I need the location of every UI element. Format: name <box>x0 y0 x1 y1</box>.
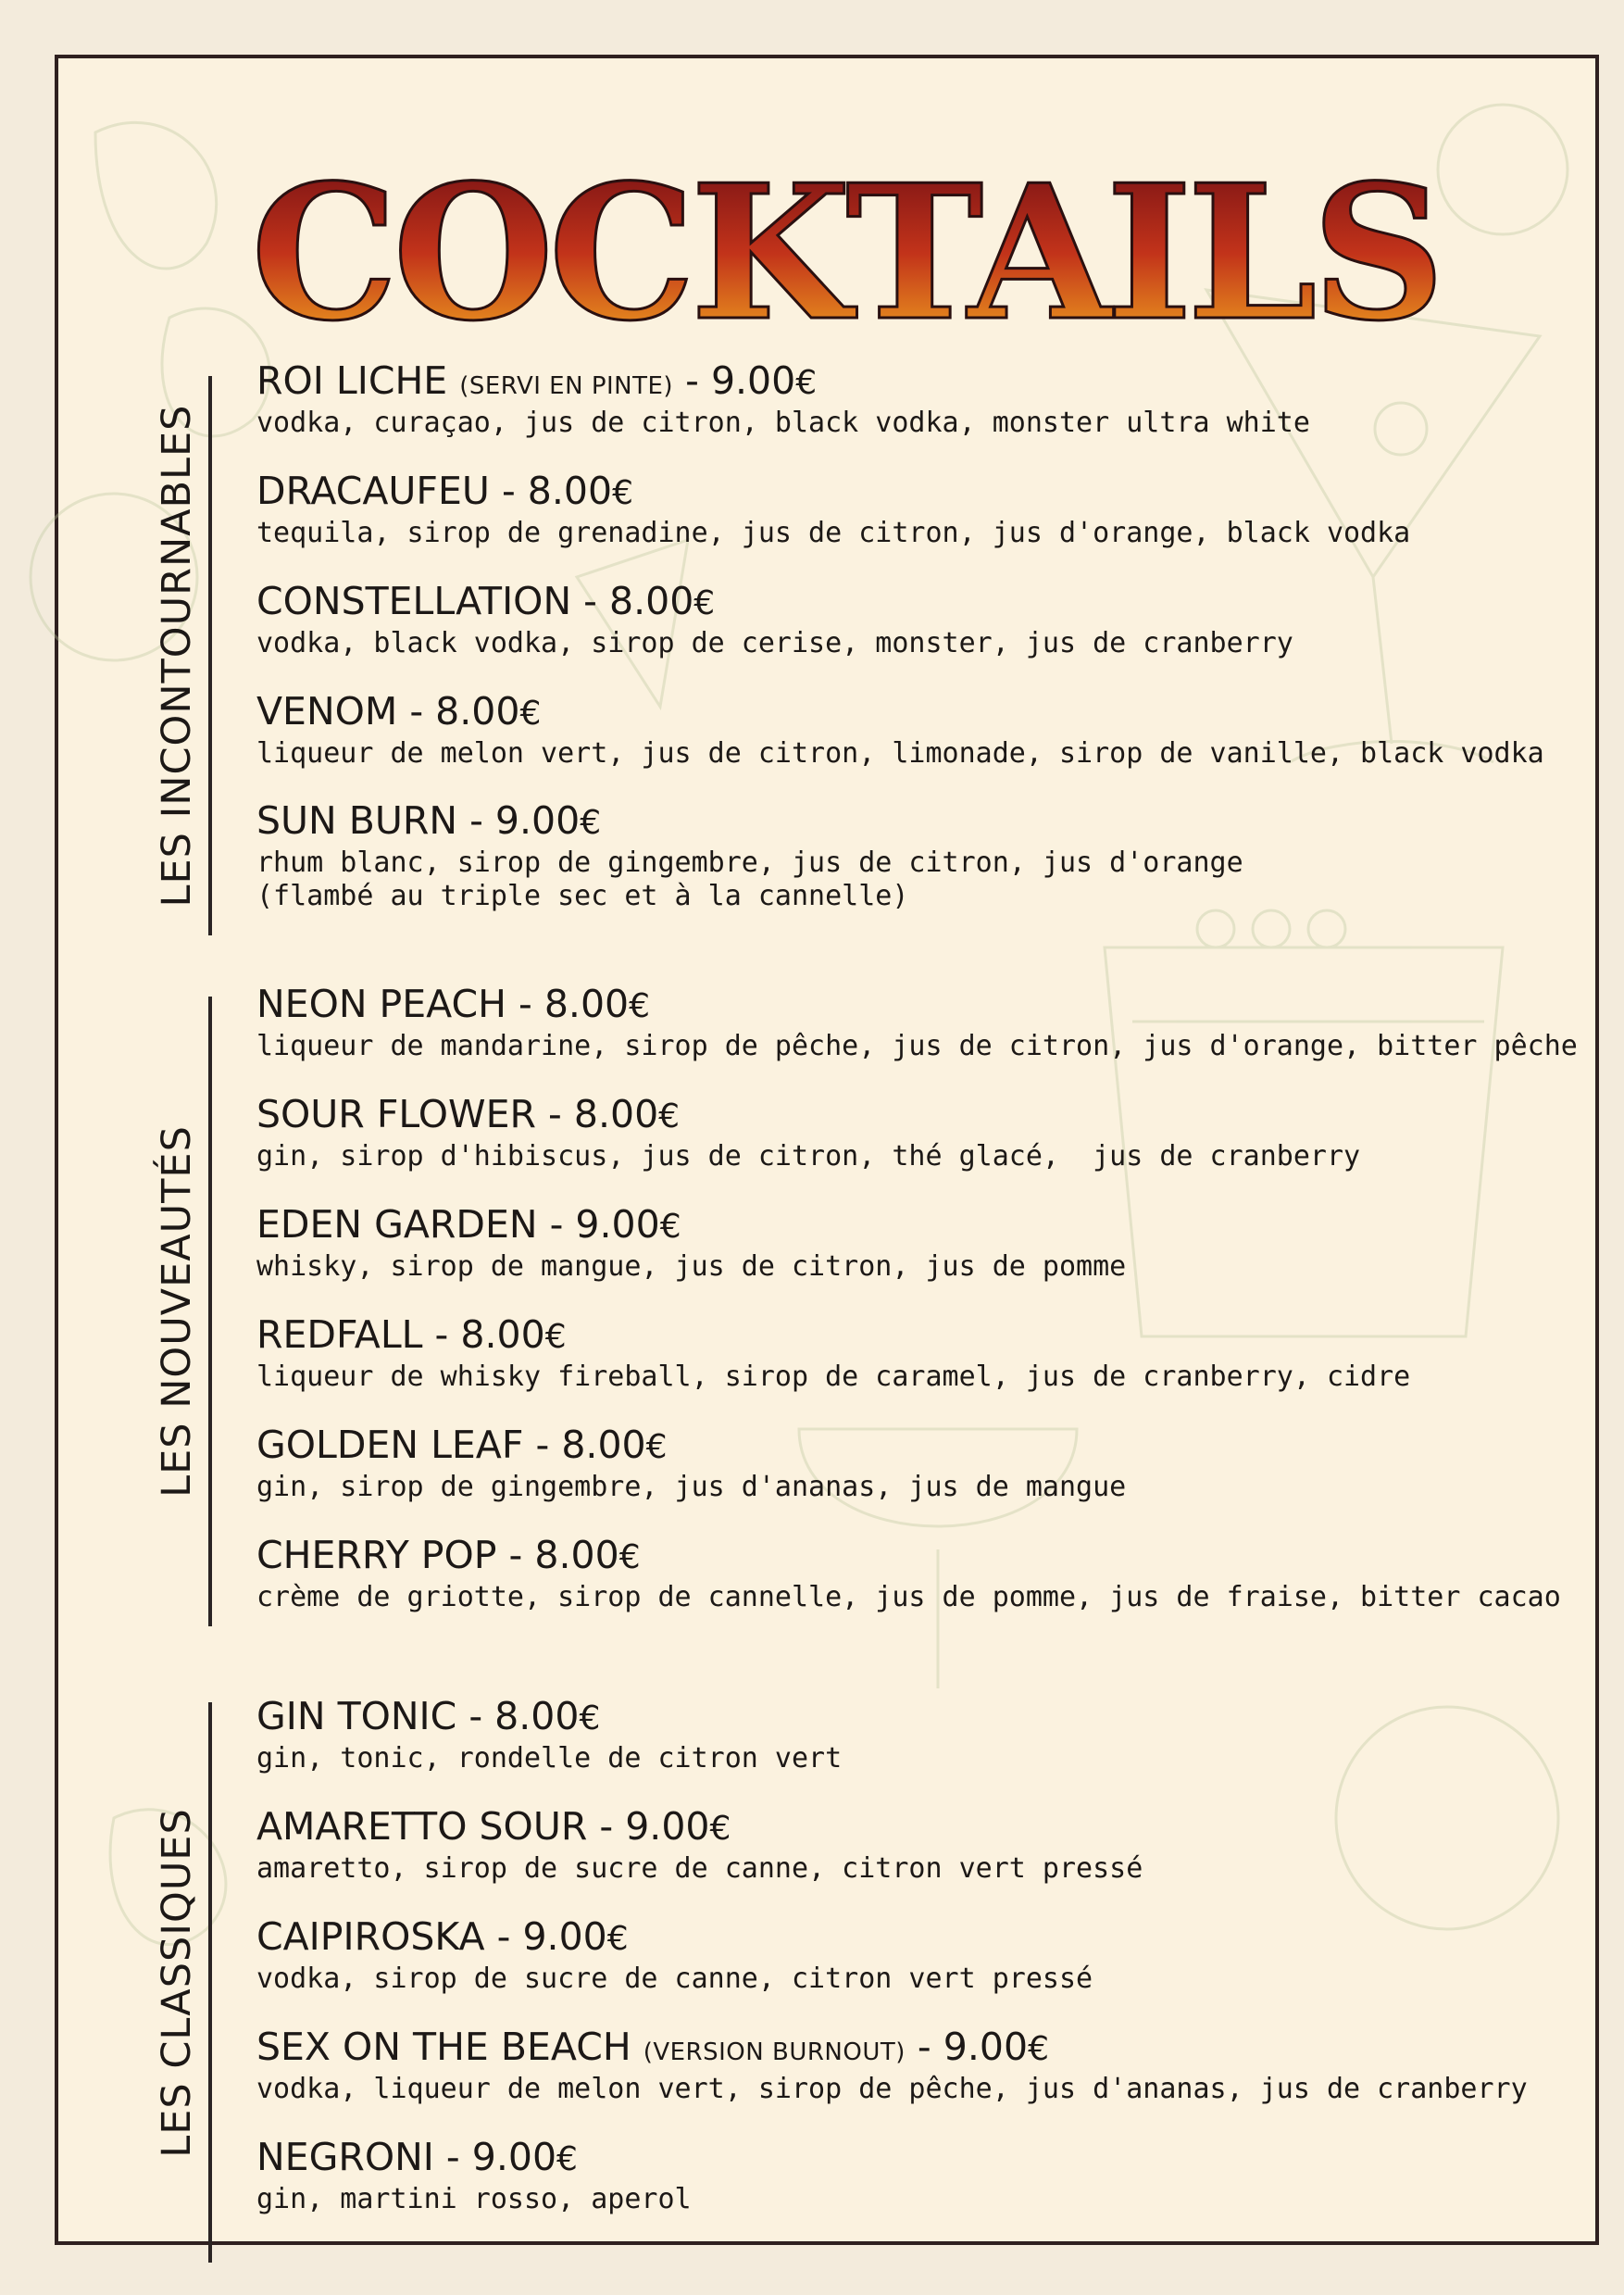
cocktail-heading <box>256 579 1590 623</box>
price-separator: - <box>523 1423 562 1467</box>
cocktail-ingredients: rhum blanc, sirop de gingembre, jus de citron, jus d'orange (flambé au triple sec et à la cannelle) <box>256 847 1243 912</box>
price-separator: - <box>673 358 711 403</box>
price-separator: - <box>422 1312 461 1357</box>
cocktail-ingredients: liqueur de mandarine, sirop de pêche, jus de citron, jus d'orange, bitter pêche <box>256 1030 1578 1062</box>
cocktail-ingredients: vodka, black vodka, sirop de cerise, monster, jus de cranberry <box>256 627 1293 659</box>
cocktail-price: 8.00 <box>543 982 630 1026</box>
currency-symbol: € <box>795 364 818 402</box>
cocktail-name: SUN BURN <box>256 798 458 843</box>
cocktail-heading <box>256 1533 1590 1577</box>
cocktail-item <box>256 2135 1590 2216</box>
price-separator: - <box>433 2135 472 2179</box>
currency-symbol: € <box>659 1208 681 1246</box>
cocktail-ingredients: vodka, curaçao, jus de citron, black vodka, monster ultra white <box>256 407 1310 439</box>
cocktail-price: 8.00 <box>609 579 694 623</box>
price-separator: - <box>489 469 528 513</box>
cocktail-heading <box>256 1804 1590 1849</box>
currency-symbol: € <box>556 2140 578 2178</box>
cocktail-ingredients: gin, sirop d'hibiscus, jus de citron, thé glacé, jus de cranberry <box>256 1140 1361 1173</box>
cocktail-item <box>256 1202 1590 1284</box>
cocktail-price: 9.00 <box>522 1914 607 1959</box>
cocktail-heading <box>256 1092 1590 1136</box>
cocktail-name: VENOM <box>256 689 398 734</box>
cocktail-price: 9.00 <box>710 358 796 403</box>
section-les-classiques <box>58 1633 1595 2215</box>
cocktail-item <box>256 579 1590 660</box>
cocktail-price: 8.00 <box>435 689 520 734</box>
cocktail-item <box>256 1423 1590 1504</box>
price-separator: - <box>536 1092 574 1136</box>
section-label-wrap <box>155 376 199 935</box>
price-separator: - <box>537 1202 576 1247</box>
currency-symbol: € <box>658 1097 681 1135</box>
cocktail-heading <box>256 1423 1590 1467</box>
cocktail-item <box>256 358 1590 440</box>
cocktail-name: NEON PEACH <box>256 982 506 1026</box>
cocktail-name: AMARETTO SOUR <box>256 1804 588 1849</box>
cocktail-price: 8.00 <box>534 1533 619 1577</box>
cocktail-heading <box>256 982 1590 1026</box>
cocktail-name: CONSTELLATION <box>256 579 572 623</box>
section-les-nouveautes <box>58 941 1595 1631</box>
cocktail-price: 9.00 <box>943 2025 1029 2069</box>
cocktail-ingredients: liqueur de melon vert, jus de citron, limonade, sirop de vanille, black vodka <box>256 737 1544 770</box>
cocktail-name: ROI LICHE <box>256 358 448 403</box>
cocktail-price: 8.00 <box>527 469 613 513</box>
currency-symbol: € <box>606 1920 629 1958</box>
cocktail-name: NEGRONI <box>256 2135 434 2179</box>
cocktail-ingredients: crème de griotte, sirop de cannelle, jus de pomme, jus de fraise, bitter cacao <box>256 1581 1561 1613</box>
cocktail-price: 9.00 <box>471 2135 557 2179</box>
cocktail-name: GOLDEN LEAF <box>256 1423 524 1467</box>
currency-symbol: € <box>579 1699 601 1737</box>
currency-symbol: € <box>519 695 542 733</box>
currency-symbol: € <box>709 1810 731 1848</box>
cocktail-name: CAIPIROSKA <box>256 1914 485 1959</box>
currency-symbol: € <box>580 804 602 842</box>
cocktail-heading <box>256 798 1590 843</box>
cocktail-item <box>256 689 1590 771</box>
section-divider-line <box>208 1702 212 2263</box>
price-separator: - <box>397 689 436 734</box>
cocktail-item <box>256 1312 1590 1394</box>
cocktail-name: DRACAUFEU <box>256 469 490 513</box>
cocktail-name: SEX ON THE BEACH <box>256 2025 631 2069</box>
price-separator: - <box>496 1533 535 1577</box>
cocktail-heading <box>256 358 1590 403</box>
cocktail-name: REDFALL <box>256 1312 423 1357</box>
leaf-sketch <box>95 122 217 269</box>
cocktail-heading <box>256 1914 1590 1959</box>
cocktail-item <box>256 2025 1590 2106</box>
cocktail-heading <box>256 689 1590 734</box>
price-separator: - <box>484 1914 523 1959</box>
cocktail-ingredients: liqueur de whisky fireball, sirop de caramel, jus de cranberry, cidre <box>256 1361 1411 1393</box>
section-label: LES NOUVEAUTÉS <box>154 1125 200 1498</box>
cocktail-price: 9.00 <box>494 798 581 843</box>
cocktail-ingredients: gin, martini rosso, aperol <box>256 2183 692 2215</box>
cocktail-price: 9.00 <box>575 1202 660 1247</box>
cocktail-heading <box>256 1312 1590 1357</box>
section-divider-line <box>208 997 212 1626</box>
menu-frame <box>55 55 1599 2245</box>
cocktail-name: GIN TONIC <box>256 1694 457 1738</box>
cocktail-ingredients: vodka, sirop de sucre de canne, citron vert pressé <box>256 1963 1093 1995</box>
cocktail-price: 8.00 <box>573 1092 659 1136</box>
cocktail-item <box>256 1914 1590 1996</box>
section-label: LES CLASSIQUES <box>154 1807 200 2158</box>
currency-symbol: € <box>1028 2030 1049 2068</box>
price-separator: - <box>587 1804 626 1849</box>
cocktail-item <box>256 798 1590 913</box>
currency-symbol: € <box>693 584 716 622</box>
cocktail-note: (SERVI EN PINTE) <box>459 372 674 400</box>
section-les-incontournables <box>58 318 1595 940</box>
cocktail-price: 8.00 <box>561 1423 646 1467</box>
price-separator: - <box>457 798 495 843</box>
orange-slice-sketch <box>1438 105 1568 234</box>
title-text: COCKTAILS <box>250 144 1441 362</box>
cocktail-ingredients: amaretto, sirop de sucre de canne, citron vert pressé <box>256 1852 1143 1885</box>
currency-symbol: € <box>612 474 633 512</box>
section-label-wrap <box>155 997 199 1626</box>
currency-symbol: € <box>629 987 651 1025</box>
cocktail-item <box>256 1092 1590 1173</box>
section-divider-line <box>208 376 212 935</box>
currency-symbol: € <box>618 1538 641 1576</box>
cocktail-item <box>256 1533 1590 1614</box>
cocktail-ingredients: whisky, sirop de mangue, jus de citron, jus de pomme <box>256 1250 1127 1283</box>
cocktail-name: EDEN GARDEN <box>256 1202 538 1247</box>
price-separator: - <box>905 2025 943 2069</box>
cocktail-item <box>256 1694 1590 1775</box>
price-separator: - <box>571 579 609 623</box>
price-separator: - <box>506 982 544 1026</box>
cocktail-ingredients: vodka, liqueur de melon vert, sirop de pêche, jus d'ananas, jus de cranberry <box>256 2073 1528 2105</box>
cocktail-price: 9.00 <box>625 1804 710 1849</box>
cocktail-price: 8.00 <box>494 1694 580 1738</box>
cocktail-ingredients: tequila, sirop de grenadine, jus de citron, jus d'orange, black vodka <box>256 517 1411 549</box>
section-label-wrap <box>155 1702 199 2263</box>
cocktail-heading <box>256 469 1590 513</box>
cocktail-ingredients: gin, sirop de gingembre, jus d'ananas, jus de mangue <box>256 1471 1127 1503</box>
cocktail-item <box>256 982 1590 1063</box>
cocktail-price: 8.00 <box>460 1312 545 1357</box>
cocktail-heading <box>256 2025 1590 2069</box>
cocktail-ingredients: gin, tonic, rondelle de citron vert <box>256 1742 843 1775</box>
cocktail-heading <box>256 1202 1590 1247</box>
cocktail-heading <box>256 2135 1590 2179</box>
currency-symbol: € <box>544 1318 567 1356</box>
cocktail-heading <box>256 1694 1590 1738</box>
price-separator: - <box>456 1694 495 1738</box>
cocktail-name: CHERRY POP <box>256 1533 497 1577</box>
cocktail-note: (VERSION BURNOUT) <box>643 2038 906 2066</box>
cocktail-item <box>256 1804 1590 1886</box>
cocktail-name: SOUR FLOWER <box>256 1092 536 1136</box>
section-label: LES INCONTOURNABLES <box>154 404 200 908</box>
cocktail-item <box>256 469 1590 550</box>
currency-symbol: € <box>645 1428 668 1466</box>
